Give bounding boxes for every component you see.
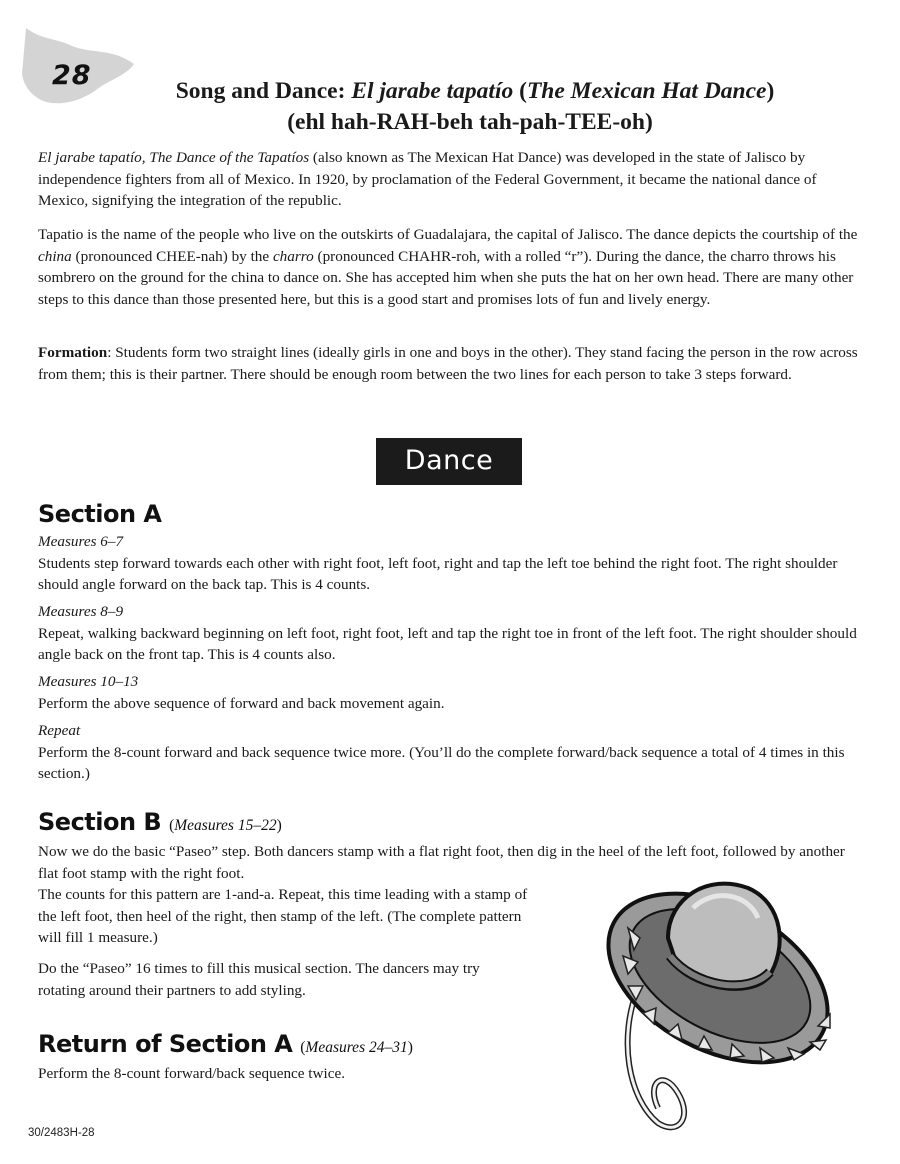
return-section-a-text: Perform the 8-count forward/back sequence twice. [38, 1065, 345, 1082]
section-a-item [38, 671, 864, 714]
measure-label: Measures 6–7 [38, 533, 124, 550]
page-number: 28 [52, 60, 92, 91]
footer-code: 30/2483H-28 [28, 1127, 95, 1139]
section-b-text-1: Now we do the basic “Paseo” step. Both dancers stamp with a flat right foot, then dig in the heel of the left foot, followed by another flat foot stamp with the right foot. [38, 843, 845, 882]
section-b-text-2: The counts for this pattern are 1-and-a. Repeat, this time leading with a stamp of the left foot, then heel of the right, then stamp of the left. (The complete pattern will fill 1 measure.) [38, 886, 528, 946]
sombrero-icon [598, 868, 838, 1133]
measure-text: Students step forward towards each other with right foot, left foot, right and tap the left toe behind the right foot. The right shoulder should angle forward on the back tap. This is 4 counts. [38, 554, 838, 593]
measure-label: Repeat [38, 722, 81, 739]
section-a-item [38, 601, 864, 666]
intro-paragraph-2: Tapatio is the name of the people who live on the outskirts of Guadalajara, the capital of Jalisco. The dance depicts the courtship of the china (pronounced CHEE-nah) by the charro (pronounced CHAHR-roh, with a rolled “r”). During the dance, the charro throws his sombrero on the ground for the china to dance on. She has accepted him when she puts the hat on her own head. There are many other steps to this dance than those presented here, but this is a good start and promises lots of fun and lively energy. [38, 226, 858, 308]
formation-label: Formation [38, 344, 108, 361]
page-title: Song and Dance: El jarabe tapatío (The Mexican Hat Dance) [175, 78, 775, 104]
dance-banner: Dance [376, 438, 522, 485]
pronunciation: (ehl hah-RAH-beh tah-pah-TEE-oh) [287, 109, 653, 135]
section-a-item [38, 720, 864, 785]
measure-label: Measures 10–13 [38, 673, 139, 690]
measure-text: Repeat, walking backward beginning on left foot, right foot, left and tap the right toe in front of the left foot. The right shoulder should angle back on the front tap. This is 4 counts also. [38, 624, 857, 663]
return-section-a-heading: Return of Section A (Measures 24–31) [38, 1030, 413, 1058]
section-a-item [38, 531, 864, 596]
title-block [0, 76, 900, 138]
intro-paragraph-1: El jarabe tapatío, The Dance of the Tapatíos (also known as The Mexican Hat Dance) was developed in the state of Jalisco by independence fighters from all of Mexico. In 1920, by proclamation of the Federal Government, it became the national dance of Mexico, signifying the integration of the republic. [38, 149, 817, 209]
measure-text: Perform the 8-count forward and back sequence twice more. (You’ll do the complete forward/back sequence a total of 4 times in this section.) [38, 743, 845, 782]
section-b-text-3: Do the “Paseo” 16 times to fill this musical section. The dancers may try rotating around their partners to add styling. [38, 960, 480, 999]
measure-text: Perform the above sequence of forward and back movement again. [38, 694, 445, 712]
section-b-heading: Section B (Measures 15–22) [38, 808, 282, 836]
section-a-heading: Section A [38, 500, 162, 528]
measure-label: Measures 8–9 [38, 603, 124, 620]
formation-paragraph: Formation: Students form two straight lines (ideally girls in one and boys in the other). They stand facing the person in the row across from them; this is their partner. There should be enough room between the two lines for each person to take 3 steps forward. [38, 344, 858, 383]
